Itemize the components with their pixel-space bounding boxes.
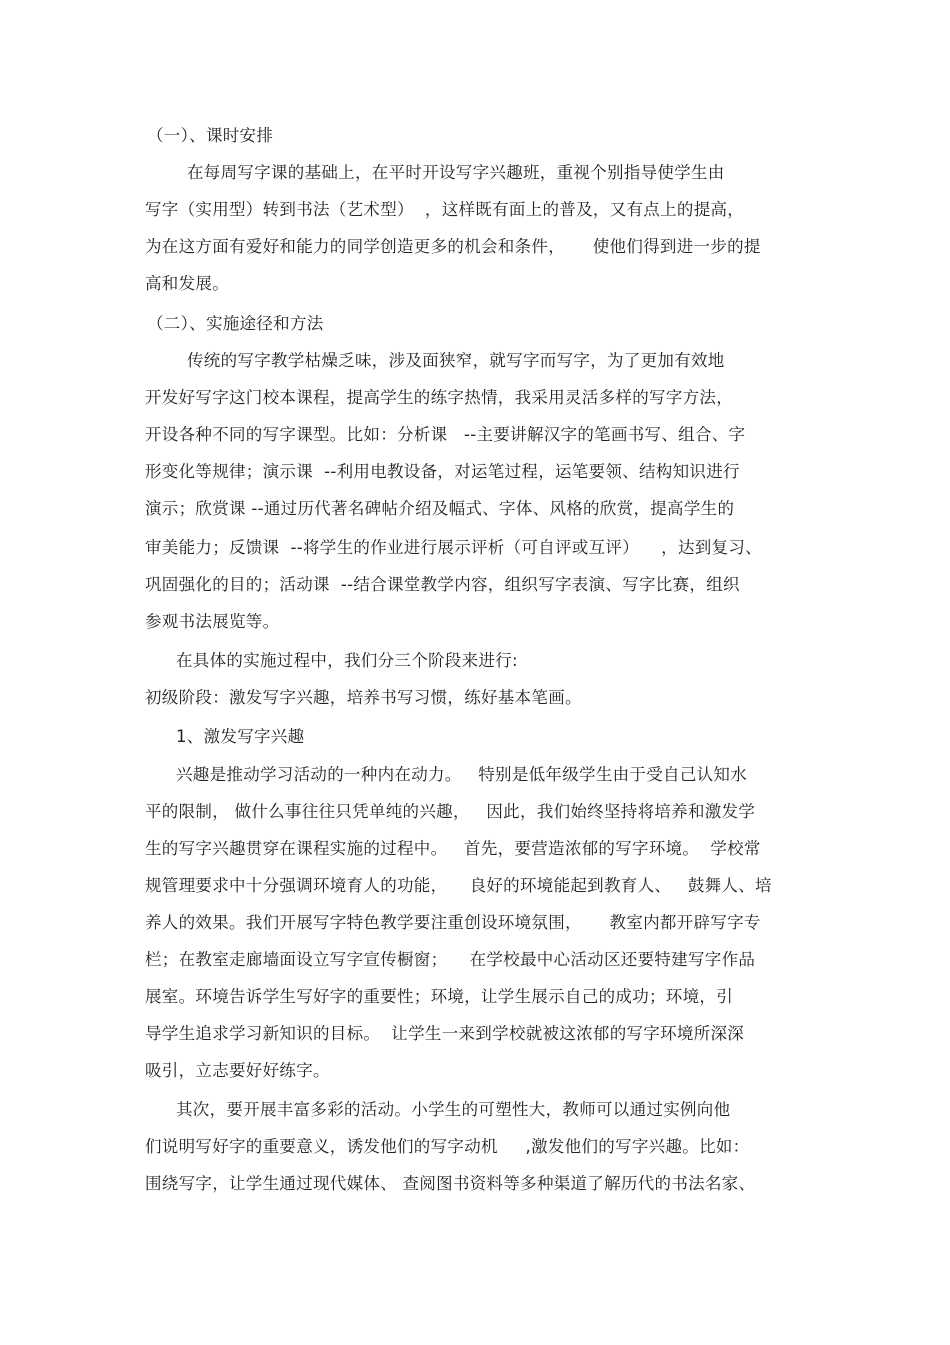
paragraph-line: 巩固强化的目的；活动课 --结合课堂教学内容，组织写字表演、写字比赛，组织: [145, 575, 740, 594]
paragraph-line: 吸引，立志要好好练字。: [145, 1061, 330, 1080]
section-heading-methods: （二）、实施途径和方法: [147, 314, 324, 333]
paragraph-line: 在具体的实施过程中，我们分三个阶段来进行:: [176, 651, 518, 670]
paragraph-line: 兴趣是推动学习活动的一种内在动力。 特别是低年级学生由于受自己认知水: [176, 765, 748, 784]
paragraph-line: 们说明写好字的重要意义，诱发他们的写字动机 ,激发他们的写字兴趣。比如：: [145, 1137, 750, 1156]
paragraph-line: 在每周写字课的基础上，在平时开设写字兴趣班，重视个别指导使学生由: [187, 163, 725, 182]
paragraph-line: 开发好写字这门校本课程，提高学生的练字热情，我采用灵活多样的写字方法，: [145, 388, 733, 407]
paragraph-line: 传统的写字教学枯燥乏味，涉及面狭窄，就写字而写字，为了更加有效地: [187, 351, 725, 370]
paragraph-line: 形变化等规律；演示课 --利用电教设备，对运笔过程，运笔要领、结构知识进行: [145, 462, 740, 481]
paragraph-line: 平的限制， 做什么事往往只凭单纯的兴趣， 因此，我们始终坚持将培养和激发学: [145, 802, 756, 821]
paragraph-line: 规管理要求中十分强调环境育人的功能， 良好的环境能起到教育人、 鼓舞人、培: [145, 876, 772, 895]
paragraph-line: 写字（实用型）转到书法（艺术型） ，这样既有面上的普及，又有点上的提高，: [145, 200, 745, 219]
paragraph-line: 其次，要开展丰富多彩的活动。小学生的可塑性大，教师可以通过实例向他: [176, 1100, 731, 1119]
stage-heading: 初级阶段：激发写字兴趣，培养书写习惯，练好基本笔画。: [145, 688, 582, 707]
section-heading-schedule: （一）、课时安排: [147, 126, 274, 145]
paragraph-line: 围绕写字，让学生通过现代媒体、 查阅图书资料等多种渠道了解历代的书法名家、: [145, 1174, 756, 1193]
paragraph-line: 审美能力；反馈课 --将学生的作业进行展示评析（可自评或互评） ，达到复习、: [145, 538, 762, 557]
paragraph-line: 演示；欣赏课 --通过历代著名碑帖介绍及幅式、字体、风格的欣赏，提高学生的: [145, 499, 735, 518]
paragraph-line: 展室。环境告诉学生写好字的重要性；环境，让学生展示自己的成功；环境，引: [145, 987, 733, 1006]
paragraph-line: 开设各种不同的写字课型。比如：分析课 --主要讲解汉字的笔画书写、组合、字: [145, 425, 746, 444]
paragraph-line: 导学生追求学习新知识的目标。 让学生一来到学校就被这浓郁的写字环境所深深: [145, 1024, 745, 1043]
paragraph-line: 养人的效果。我们开展写字特色教学要注重创设环境氛围， 教室内都开辟写字专: [145, 913, 761, 932]
paragraph-line: 为在这方面有爱好和能力的同学创造更多的机会和条件， 使他们得到进一步的提: [145, 237, 761, 256]
paragraph-line: 栏；在教室走廊墙面设立写字宣传橱窗； 在学校最中心活动区还要特建写字作品: [145, 950, 756, 969]
paragraph-line: 生的写字兴趣贯穿在课程实施的过程中。 首先，要营造浓郁的写字环境。 学校常: [145, 839, 761, 858]
paragraph-line: 参观书法展览等。: [145, 612, 280, 631]
paragraph-line: 高和发展。: [145, 274, 229, 293]
subsection-heading: 1、激发写字兴趣: [176, 727, 305, 746]
